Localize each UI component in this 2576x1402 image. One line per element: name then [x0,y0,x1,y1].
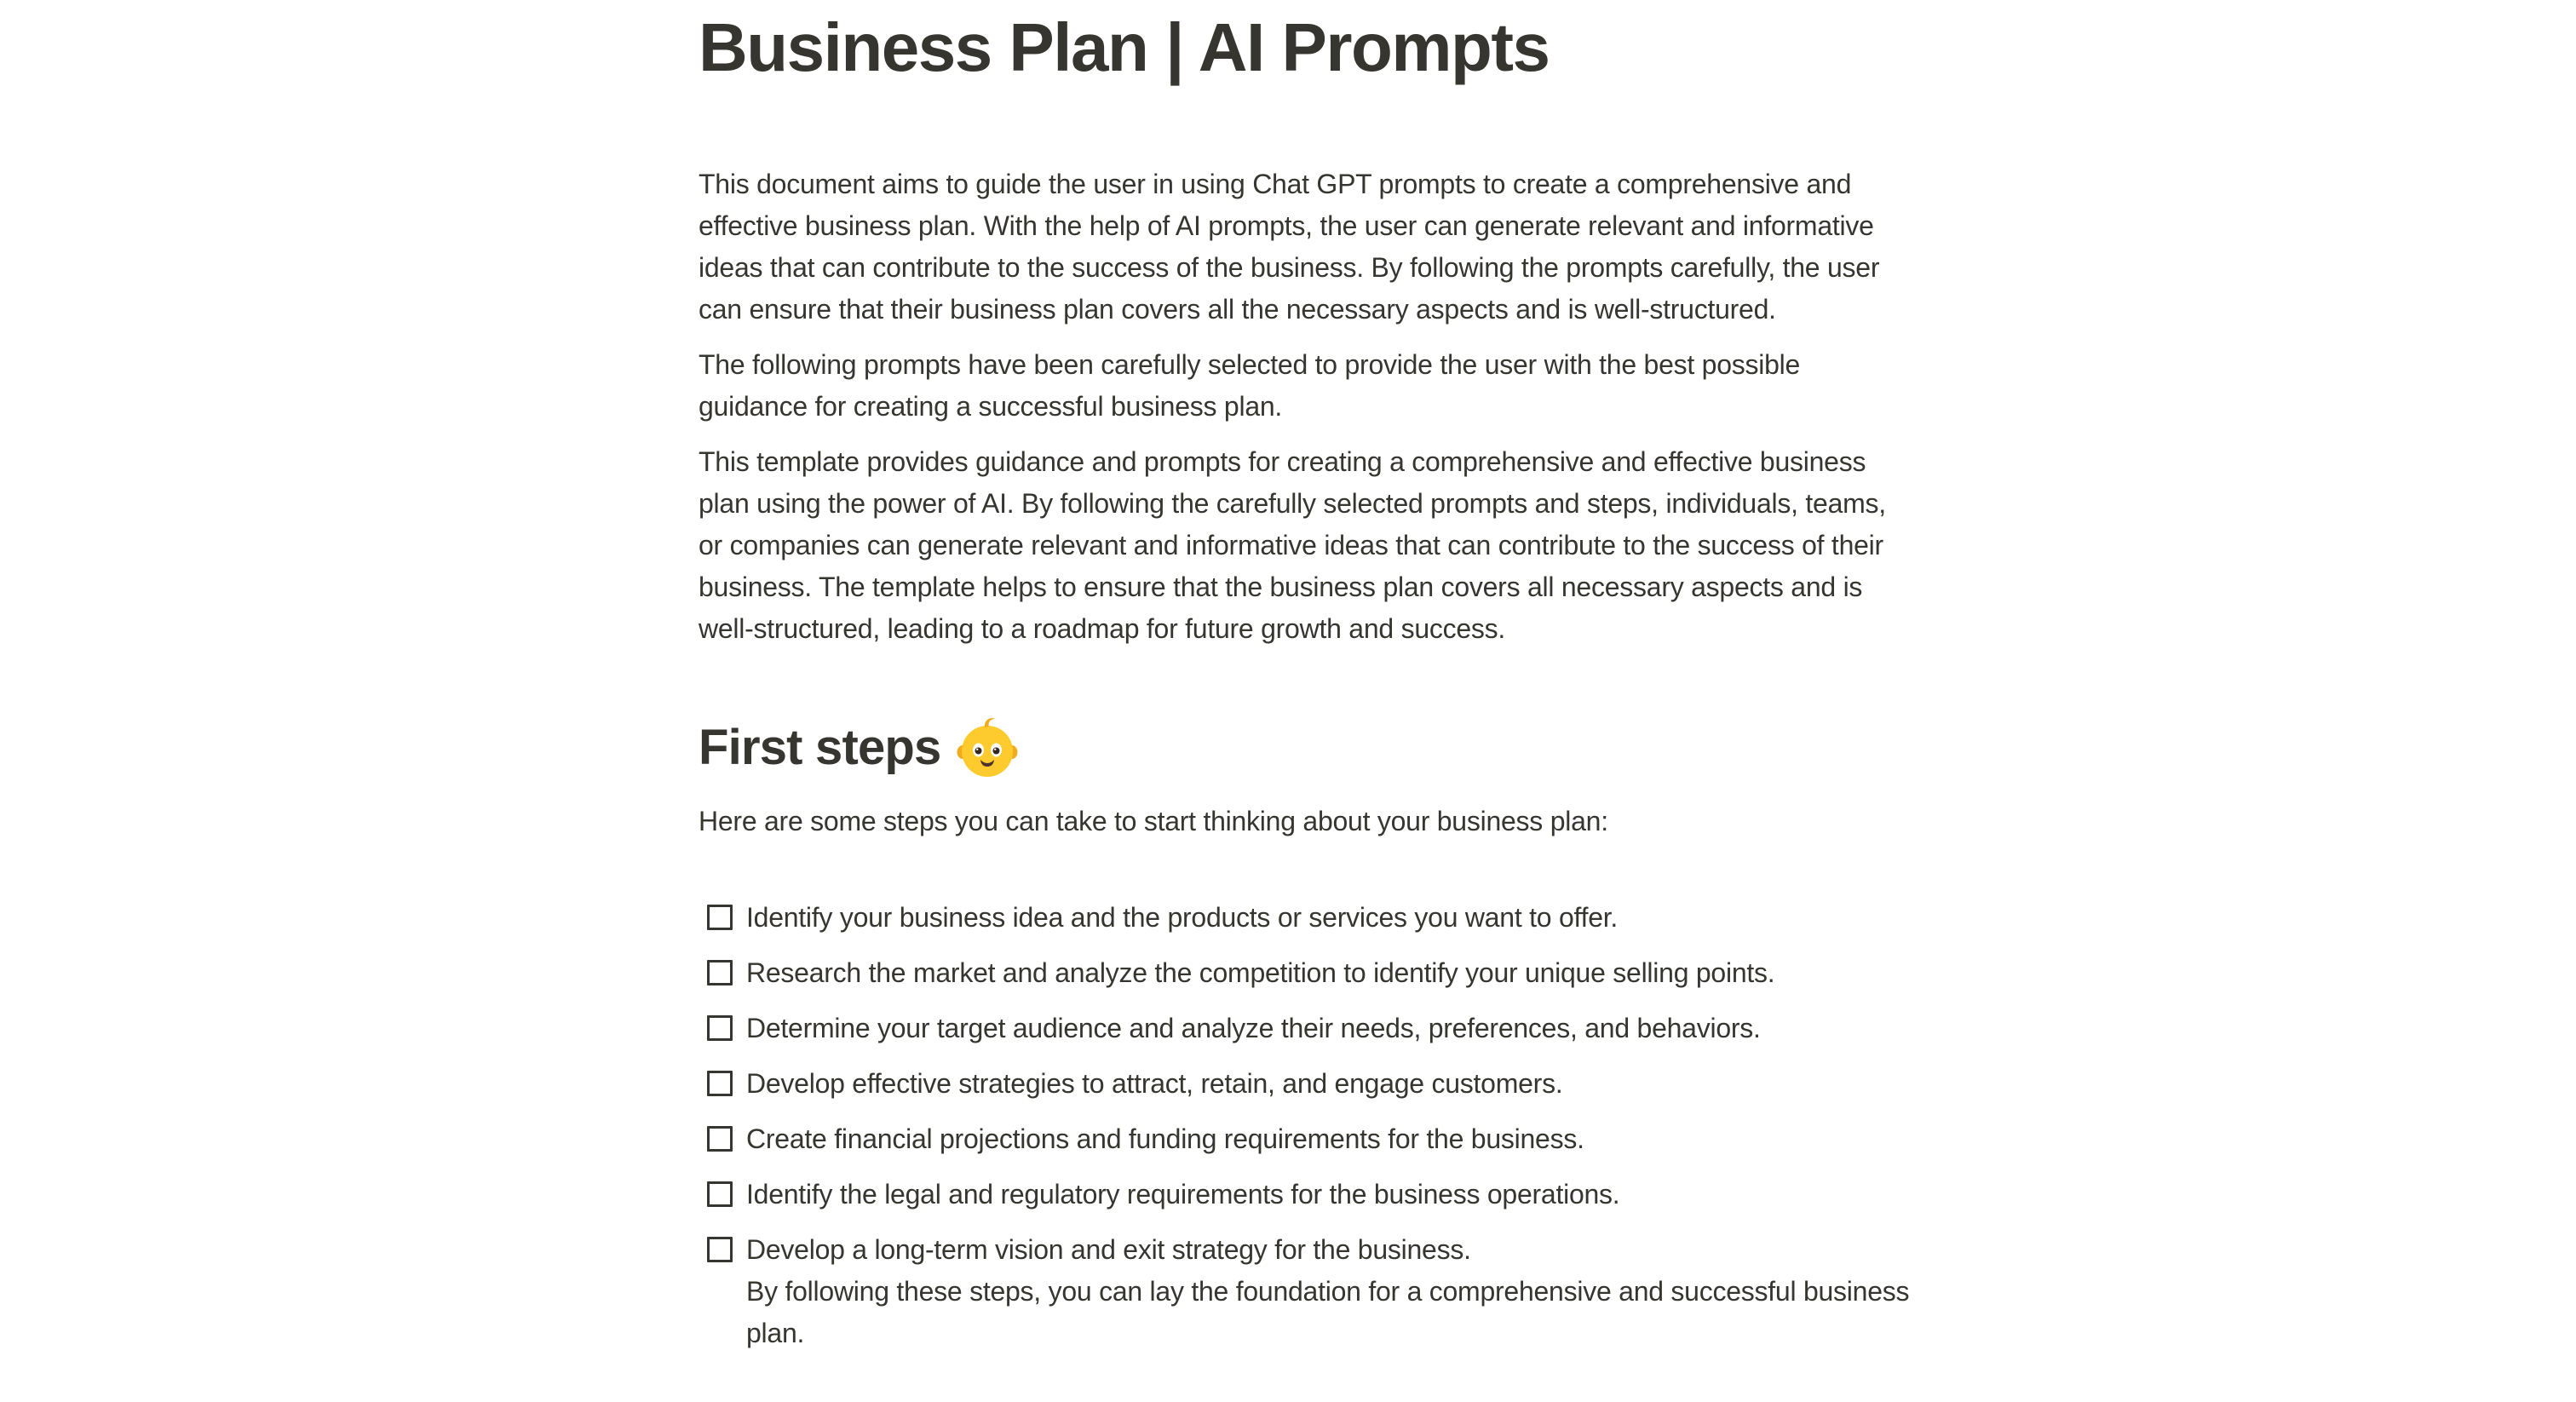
todo-item [699,1063,1912,1105]
intro-section [699,164,1912,650]
todo-checkbox[interactable] [707,1126,733,1152]
document-content [699,0,1912,1354]
todo-checkbox[interactable] [707,1015,733,1041]
todo-checkbox[interactable] [707,1181,733,1207]
todo-checkbox[interactable] [707,1071,733,1096]
todo-label: Identify your business idea and the products or services you want to offer. [746,902,1619,933]
todo-label: Determine your target audience and analyze their needs, preferences, and behaviors. [746,1013,1761,1043]
todo-item [699,1229,1912,1354]
todo-item [699,897,1912,939]
intro-paragraph: This document aims to guide the user in using Chat GPT prompts to create a comprehensive and effective business plan. With the help of AI prompts, the user can generate relevant and informative ideas that can contribute to the success of the business. By following the prompts carefully, the user can ensure that their business plan covers all the necessary aspects and is well-structured. [699,169,1880,325]
section-heading-first-steps [699,715,1912,779]
todo-label: Identify the legal and regulatory requirements for the business operations. [746,1179,1620,1210]
todo-item [699,1118,1912,1160]
intro-paragraph: The following prompts have been carefully selected to provide the user with the best possible guidance for creating a successful business plan. [699,349,1801,422]
todo-item [699,1008,1912,1049]
todo-label: Develop effective strategies to attract, retain, and engage customers. [746,1068,1563,1099]
todo-label: Research the market and analyze the competition to identify your unique selling points. [746,957,1775,988]
todo-label: Develop a long-term vision and exit strategy for the business. [746,1234,1471,1265]
todo-item [699,952,1912,994]
todo-item [699,1174,1912,1215]
todo-checkbox[interactable] [707,905,733,930]
todo-checkbox[interactable] [707,960,733,985]
baby-emoji [957,717,1018,779]
todo-list [699,897,1912,1354]
todo-checkbox[interactable] [707,1237,733,1262]
page-title: Business Plan | AI Prompts [699,9,1550,85]
section-heading-text: First steps [699,720,941,775]
intro-paragraph: This template provides guidance and prompts for creating a comprehensive and effective business plan using the power of AI. By following the carefully selected prompts and steps, individuals, teams, or companies can generate relevant and informative ideas that can contribute to the success of their business. The template helps to ensure that the business plan covers all necessary aspects and is well-structured, leading to a roadmap for future growth and success. [699,446,1886,644]
todo-list-intro: Here are some steps you can take to start thinking about your business plan: [699,806,1608,836]
todo-label: Create financial projections and funding requirements for the business. [746,1123,1584,1154]
todo-note: By following these steps, you can lay the foundation for a comprehensive and successful business plan. [746,1276,1910,1348]
